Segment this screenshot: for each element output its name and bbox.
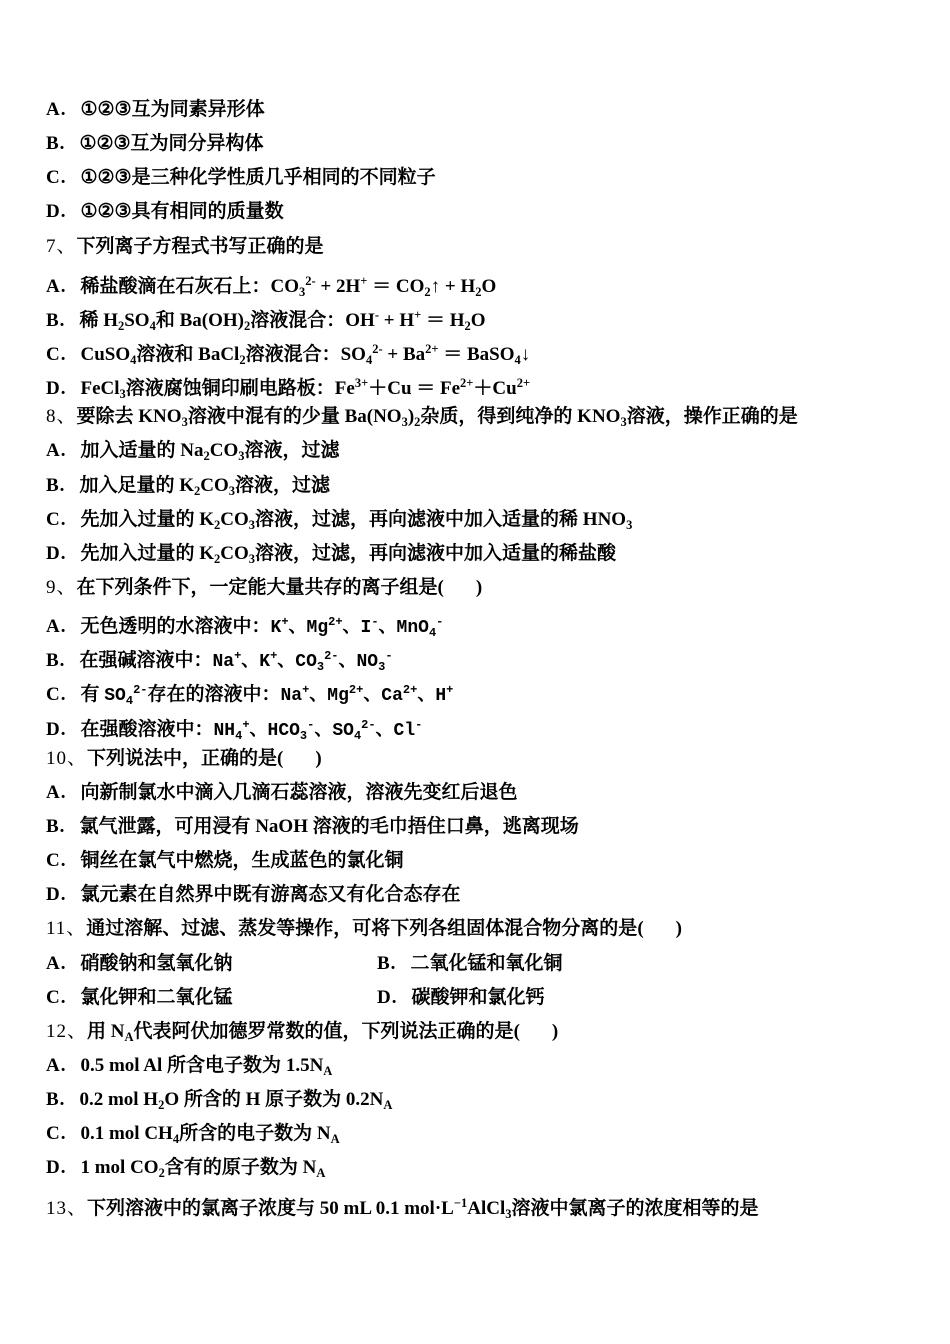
text-segment: 3 bbox=[119, 387, 126, 402]
text-segment: D. bbox=[46, 378, 67, 400]
question-8 bbox=[46, 400, 920, 434]
text-segment: D. bbox=[377, 986, 398, 1008]
text-segment: 2- bbox=[133, 683, 148, 698]
text-segment: A bbox=[316, 1166, 326, 1181]
text-segment: 0.2N bbox=[345, 1089, 384, 1111]
text-segment: D. bbox=[46, 884, 67, 906]
text-segment: C. bbox=[46, 343, 67, 365]
text-segment: 2 bbox=[158, 1098, 165, 1113]
text-segment: 3 bbox=[316, 660, 325, 675]
text-segment: AlCl bbox=[467, 1197, 506, 1219]
text-segment: A. bbox=[46, 1054, 67, 1076]
text-segment: B. bbox=[46, 1089, 66, 1111]
text-segment: + Ba bbox=[382, 343, 426, 365]
q6-option-d bbox=[46, 195, 920, 229]
text-segment: 溶液，过滤，再向滤液中加入适量的稀 bbox=[255, 508, 583, 530]
text-segment: CO bbox=[220, 542, 249, 564]
text-segment: 、CO bbox=[277, 652, 317, 673]
text-segment: ＋Cu ＝ Fe bbox=[368, 378, 461, 400]
text-segment: 8、 bbox=[46, 406, 77, 428]
text-segment: 7、 bbox=[46, 235, 77, 257]
text-segment: 2+ bbox=[460, 376, 474, 391]
text-segment: + H bbox=[379, 309, 415, 331]
text-segment: 2 bbox=[414, 415, 421, 430]
q11-options-ab bbox=[46, 947, 920, 981]
q6-option-b bbox=[46, 127, 920, 161]
text-segment: 、MnO bbox=[378, 618, 429, 639]
q6-option-a bbox=[46, 93, 920, 127]
text-segment: Na bbox=[212, 652, 235, 673]
text-segment: 下列说法中，正确的是 bbox=[87, 747, 278, 769]
q10-option-a bbox=[46, 776, 920, 810]
text-segment: 先加入过量的 bbox=[80, 508, 200, 530]
q12-option-c bbox=[46, 1117, 920, 1151]
text-segment: KNO bbox=[577, 406, 621, 428]
text-segment: + bbox=[281, 615, 289, 630]
text-segment: 2- bbox=[324, 649, 339, 664]
text-segment: A. bbox=[46, 781, 67, 803]
text-segment: + bbox=[270, 649, 278, 664]
text-segment: Na bbox=[280, 686, 303, 707]
text-segment: 4 bbox=[428, 626, 437, 641]
text-segment: 无色透明的水溶液中： bbox=[80, 616, 271, 638]
text-segment: 二氧化锰和氧化铜 bbox=[410, 952, 563, 974]
text-segment: 4 bbox=[365, 352, 373, 367]
text-segment: 和 bbox=[155, 309, 180, 331]
text-segment: 氯气泄露，可用浸有 bbox=[79, 815, 256, 837]
text-segment: SO bbox=[124, 309, 150, 331]
text-segment: 杂质，得到纯净的 bbox=[420, 406, 578, 428]
text-segment: 1.5N bbox=[285, 1054, 324, 1076]
text-segment: ) bbox=[551, 1020, 559, 1042]
q7-option-a bbox=[46, 264, 920, 298]
text-segment: C. bbox=[46, 508, 67, 530]
text-segment: 3 bbox=[228, 483, 235, 498]
text-segment: 溶液，过滤，再向滤液中加入适量的稀盐酸 bbox=[255, 542, 617, 564]
text-segment: A bbox=[383, 1098, 393, 1113]
text-segment: 4 bbox=[514, 352, 521, 367]
text-segment: 在强酸溶液中： bbox=[80, 718, 214, 740]
text-segment: 2+ bbox=[425, 341, 439, 356]
text-segment: 氯化钾和二氧化锰 bbox=[80, 986, 233, 1008]
text-segment: 13、 bbox=[46, 1197, 88, 1219]
text-segment: + bbox=[234, 649, 242, 664]
text-segment: A bbox=[330, 1132, 340, 1147]
text-segment: 用 bbox=[87, 1020, 111, 1042]
text-segment: O bbox=[470, 309, 486, 331]
text-segment: C. bbox=[46, 986, 67, 1008]
text-segment: 溶液中氯离子的浓度相等的是 bbox=[511, 1197, 759, 1219]
text-segment: NH bbox=[213, 720, 236, 741]
question-12 bbox=[46, 1015, 920, 1049]
text-segment: 加入适量的 bbox=[80, 440, 181, 462]
text-segment: 2+ bbox=[328, 615, 343, 630]
text-segment: C. bbox=[46, 167, 67, 189]
text-segment: ) bbox=[475, 576, 483, 598]
text-segment: + bbox=[446, 683, 454, 698]
text-segment: 溶液和 bbox=[136, 343, 199, 365]
text-segment: ①②③互为同素异形体 bbox=[80, 99, 265, 120]
text-segment: A. bbox=[46, 275, 67, 297]
text-segment: - bbox=[374, 307, 379, 322]
text-segment: 2+ bbox=[348, 683, 364, 698]
text-segment: K bbox=[179, 474, 194, 496]
text-segment: D. bbox=[46, 201, 67, 223]
text-segment: A bbox=[323, 1063, 333, 1078]
text-segment: 存在的溶液中： bbox=[147, 684, 281, 706]
text-segment: 2 bbox=[203, 449, 210, 464]
text-segment: B. bbox=[46, 133, 66, 155]
text-segment: D. bbox=[46, 718, 67, 740]
text-segment: FeCl bbox=[80, 378, 120, 400]
q9-option-c bbox=[46, 673, 920, 707]
text-segment: H bbox=[103, 309, 118, 331]
text-segment: 硝酸钠和氢氧化钠 bbox=[80, 952, 233, 974]
text-segment: 、I bbox=[342, 618, 372, 639]
text-segment: ) bbox=[315, 747, 322, 769]
text-segment: ) bbox=[407, 406, 415, 428]
text-segment: 、H bbox=[417, 686, 447, 707]
q12-option-d bbox=[46, 1151, 920, 1185]
text-segment: ＝ CO bbox=[367, 275, 425, 297]
text-segment: 氯元素在自然界中既有游离态又有化合态存在 bbox=[80, 884, 461, 906]
text-segment: 0.2 mol H bbox=[79, 1089, 159, 1111]
text-segment: ＝ H bbox=[421, 309, 465, 331]
text-segment: A bbox=[124, 1029, 134, 1044]
text-segment: 2- bbox=[361, 717, 376, 732]
text-segment: B. bbox=[377, 952, 397, 974]
text-segment: NaOH bbox=[255, 815, 313, 837]
text-segment: 2 bbox=[424, 284, 431, 299]
q7-option-d bbox=[46, 366, 920, 400]
text-segment: 4 bbox=[235, 728, 243, 743]
text-segment: OH bbox=[345, 309, 375, 331]
text-segment: O bbox=[481, 275, 497, 297]
text-segment: ①②③互为同分异构体 bbox=[79, 133, 264, 155]
text-segment: 2- bbox=[372, 341, 383, 356]
text-segment: 在下列条件下，一定能大量共存的离子组是 bbox=[76, 576, 438, 598]
text-segment: A. bbox=[46, 99, 67, 120]
text-segment: ＝ BaSO bbox=[438, 343, 515, 365]
text-segment: - bbox=[415, 717, 423, 732]
text-segment: 下列离子方程式书写正确的是 bbox=[76, 235, 324, 257]
text-segment: 溶液，过滤 bbox=[244, 440, 340, 462]
option-column bbox=[46, 981, 377, 1015]
text-segment: 3 bbox=[626, 517, 633, 532]
text-segment: C. bbox=[46, 684, 67, 706]
text-segment: 所含电子数为 bbox=[167, 1054, 286, 1076]
q8-option-b bbox=[46, 469, 920, 503]
text-segment: ①②③是三种化学性质几乎相同的不同粒子 bbox=[80, 167, 436, 189]
text-segment: K bbox=[270, 618, 282, 639]
q9-option-b bbox=[46, 639, 920, 673]
text-segment: Na bbox=[180, 440, 204, 462]
text-segment: C. bbox=[46, 850, 67, 872]
option-column bbox=[377, 981, 545, 1015]
text-segment: ＋Cu bbox=[473, 378, 517, 400]
text-segment: 3 bbox=[248, 551, 256, 566]
text-segment: 先加入过量的 bbox=[80, 542, 200, 564]
text-segment: Fe bbox=[334, 378, 355, 400]
text-segment: 溶液，过滤 bbox=[234, 474, 330, 496]
text-segment: 含有的原子数为 bbox=[164, 1157, 303, 1179]
text-segment: 3 bbox=[505, 1206, 512, 1221]
text-segment: Ba(NO bbox=[344, 406, 402, 428]
text-segment: 所含的电子数为 bbox=[179, 1123, 317, 1145]
text-segment: BaCl bbox=[198, 343, 240, 365]
text-segment: 50 mL 0.1 mol·L bbox=[319, 1197, 454, 1219]
text-segment: 、HCO bbox=[249, 720, 300, 741]
text-segment: D. bbox=[46, 542, 67, 564]
text-segment: 、Ca bbox=[363, 686, 403, 707]
text-segment: 溶液中混有的少量 bbox=[187, 406, 345, 428]
text-segment: 、Mg bbox=[309, 686, 349, 707]
text-segment: N bbox=[110, 1020, 125, 1042]
text-segment: ①②③具有相同的质量数 bbox=[80, 201, 284, 223]
text-segment: 碳酸钾和氯化钙 bbox=[411, 986, 545, 1008]
q7-option-b bbox=[46, 298, 920, 332]
text-segment: - bbox=[307, 717, 315, 732]
text-segment: 4 bbox=[149, 318, 156, 333]
text-segment: + 2H bbox=[315, 275, 361, 297]
text-segment: HNO bbox=[582, 508, 627, 530]
text-segment: H bbox=[245, 1089, 266, 1111]
text-segment: 加入足量的 bbox=[79, 474, 180, 496]
text-segment: 2 bbox=[158, 1166, 165, 1181]
question-7 bbox=[46, 230, 920, 264]
text-segment: - bbox=[385, 649, 393, 664]
text-segment: K bbox=[199, 508, 215, 530]
q10-option-d bbox=[46, 878, 920, 912]
text-segment: 铜丝在氯气中燃烧，生成蓝色的氯化铜 bbox=[80, 850, 404, 872]
text-segment: 2 bbox=[464, 318, 471, 333]
text-segment: CO bbox=[209, 440, 239, 462]
text-segment: Ba(OH) bbox=[179, 309, 244, 331]
text-segment: 2 bbox=[193, 483, 201, 498]
text-segment: A. bbox=[46, 440, 67, 462]
text-segment: 4 bbox=[130, 352, 137, 367]
text-segment: ( bbox=[277, 747, 284, 769]
text-segment: ( bbox=[513, 1020, 520, 1042]
option-column bbox=[377, 947, 562, 981]
text-segment: CO bbox=[220, 508, 249, 530]
text-segment: SO bbox=[340, 343, 366, 365]
question-9 bbox=[46, 571, 920, 605]
q8-option-c bbox=[46, 503, 920, 537]
text-segment: KNO bbox=[138, 406, 182, 428]
q6-option-c bbox=[46, 161, 920, 195]
text-segment: B. bbox=[46, 815, 66, 837]
q12-option-a bbox=[46, 1049, 920, 1083]
text-segment: 4 bbox=[172, 1132, 180, 1147]
text-segment: 溶液混合： bbox=[245, 343, 341, 365]
text-segment: 3 bbox=[238, 449, 245, 464]
text-segment: 下列溶液中的氯离子浓度与 bbox=[87, 1197, 320, 1219]
text-segment: B. bbox=[46, 650, 66, 672]
text-segment: 代表阿伏加德罗常数的值，下列说法正确的是 bbox=[133, 1020, 514, 1042]
text-segment: 溶液，操作正确的是 bbox=[626, 406, 798, 428]
text-segment: 2 bbox=[117, 318, 125, 333]
text-segment: 、Cl bbox=[375, 720, 416, 741]
text-segment: CO bbox=[270, 275, 299, 297]
text-segment: 9、 bbox=[46, 576, 77, 598]
text-segment: 2 bbox=[475, 284, 482, 299]
text-segment: 2 bbox=[244, 318, 251, 333]
text-segment: 11、 bbox=[46, 918, 87, 940]
text-segment: 溶液混合： bbox=[250, 309, 346, 331]
text-segment: 4 bbox=[353, 728, 362, 743]
text-segment: 、K bbox=[241, 652, 271, 673]
q8-option-a bbox=[46, 434, 920, 468]
text-segment: ↓ bbox=[520, 343, 531, 365]
text-segment: 、SO bbox=[314, 720, 354, 741]
text-segment: 有 bbox=[80, 684, 105, 706]
text-segment: - bbox=[371, 615, 379, 630]
question-10 bbox=[46, 742, 920, 776]
text-segment: + bbox=[414, 307, 422, 322]
q9-option-d bbox=[46, 708, 920, 742]
text-segment: 0.5 mol Al bbox=[80, 1054, 168, 1076]
text-segment: 1 mol CO bbox=[80, 1157, 159, 1179]
text-segment: 2 bbox=[214, 517, 221, 532]
text-segment: - bbox=[436, 615, 444, 630]
text-segment: SO bbox=[104, 686, 126, 707]
text-segment: 所含的 bbox=[183, 1089, 246, 1111]
text-segment: ↑ + H bbox=[430, 275, 476, 297]
text-segment: 要除去 bbox=[76, 406, 139, 428]
text-segment: N bbox=[302, 1157, 317, 1179]
text-segment: 通过溶解、过滤、蒸发等操作，可将下列各组固体混合物分离的是 bbox=[86, 918, 638, 940]
text-segment: 2+ bbox=[402, 683, 418, 698]
text-segment: 0.1 mol CH bbox=[80, 1123, 173, 1145]
text-segment: + bbox=[302, 683, 310, 698]
text-segment: + bbox=[242, 717, 250, 732]
text-segment: 、Mg bbox=[288, 618, 329, 639]
q10-option-c bbox=[46, 844, 920, 878]
q7-option-c bbox=[46, 332, 920, 366]
text-segment: A. bbox=[46, 616, 67, 638]
text-segment: D. bbox=[46, 1157, 67, 1179]
text-segment: 2 bbox=[239, 352, 246, 367]
text-segment: 3+ bbox=[354, 376, 369, 391]
text-segment: 2+ bbox=[516, 376, 531, 391]
text-segment: ( bbox=[637, 918, 644, 940]
question-13 bbox=[46, 1186, 920, 1220]
text-segment: 在强碱溶液中： bbox=[79, 650, 213, 672]
text-segment: CO bbox=[200, 474, 229, 496]
text-segment: N bbox=[316, 1123, 331, 1145]
text-segment: 3 bbox=[248, 517, 256, 532]
q9-option-a bbox=[46, 605, 920, 639]
text-segment: 3 bbox=[299, 728, 308, 743]
q10-option-b bbox=[46, 810, 920, 844]
text-segment: −1 bbox=[453, 1195, 468, 1210]
text-segment: 溶液腐蚀铜印刷电路板： bbox=[125, 378, 335, 400]
text-segment: 10、 bbox=[46, 747, 88, 769]
text-segment: 12、 bbox=[46, 1020, 88, 1042]
text-segment: + bbox=[360, 273, 368, 288]
text-segment: 溶液的毛巾捂住口鼻，逃离现场 bbox=[312, 815, 579, 837]
q12-option-b bbox=[46, 1083, 920, 1117]
text-segment: 向新制氯水中滴入几滴石蕊溶液，溶液先变红后退色 bbox=[80, 781, 518, 803]
text-segment: 2 bbox=[214, 551, 221, 566]
text-segment: B. bbox=[46, 309, 66, 331]
text-segment: 4 bbox=[125, 694, 134, 709]
text-segment: 3 bbox=[181, 415, 188, 430]
text-segment: C. bbox=[46, 1123, 67, 1145]
q11-options-cd bbox=[46, 981, 920, 1015]
text-segment: ( bbox=[437, 576, 444, 598]
text-segment: 3 bbox=[299, 284, 306, 299]
text-segment: CuSO bbox=[80, 343, 131, 365]
text-segment: 2- bbox=[305, 273, 316, 288]
text-segment: 3 bbox=[378, 660, 386, 675]
text-segment: 3 bbox=[401, 415, 408, 430]
text-segment: 原子数为 bbox=[265, 1089, 346, 1111]
text-segment: K bbox=[199, 542, 215, 564]
text-segment: 稀盐酸滴在石灰石上： bbox=[80, 275, 271, 297]
text-segment: A. bbox=[46, 952, 67, 974]
q8-option-d bbox=[46, 537, 920, 571]
text-segment: 3 bbox=[620, 415, 627, 430]
text-segment: 稀 bbox=[79, 309, 104, 331]
text-segment: 、NO bbox=[338, 652, 379, 673]
text-segment: ) bbox=[675, 918, 682, 940]
question-11 bbox=[46, 912, 920, 946]
option-column bbox=[46, 947, 377, 981]
text-segment: B. bbox=[46, 474, 66, 496]
text-segment: O bbox=[164, 1089, 184, 1111]
